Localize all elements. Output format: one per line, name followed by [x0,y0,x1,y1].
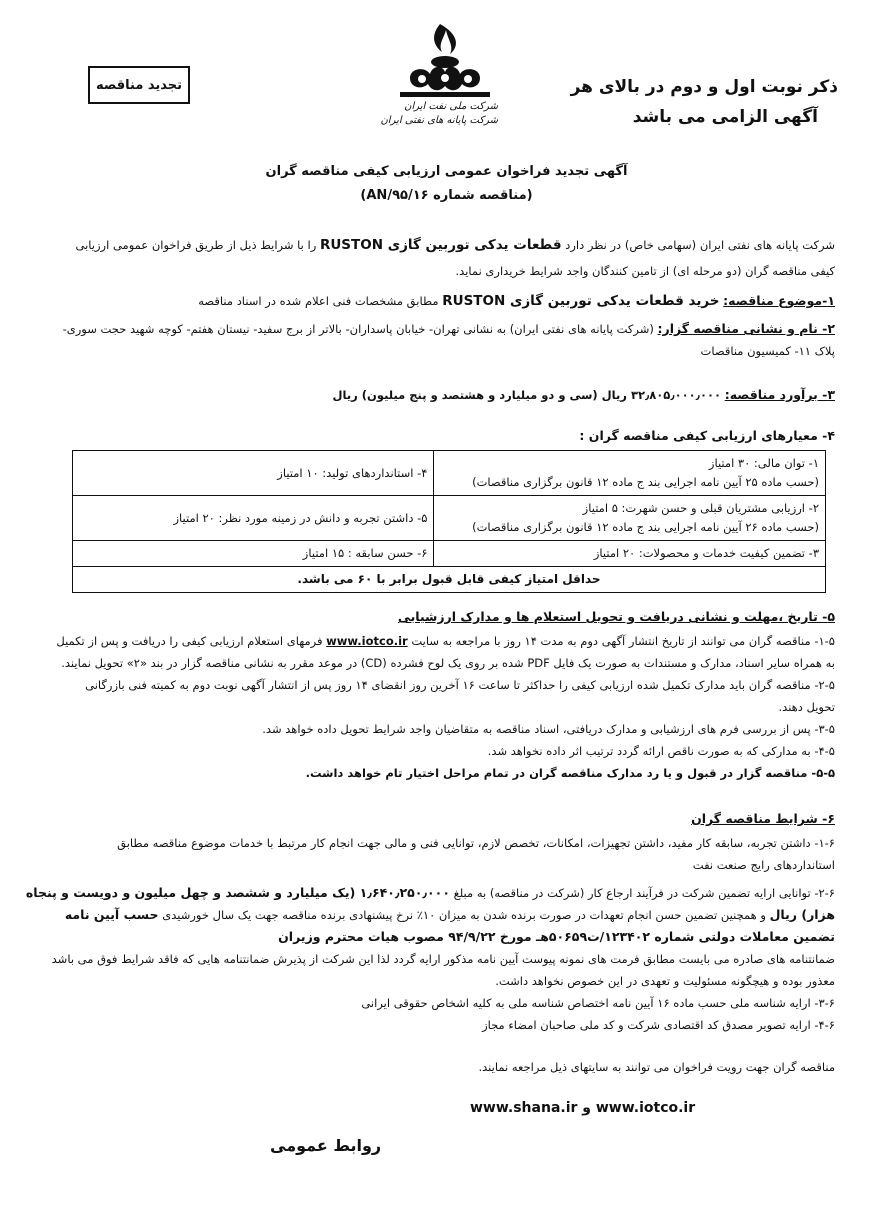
section-2-label: ۲- نام و نشانی مناقصه گزار: [657,321,835,336]
section-5-label: ۵- تاریخ ،مهلت و نشانی دریافت و تحویل استعلام ها و مدارک ارزشیابی [397,609,835,624]
company-logo [380,18,510,140]
section-5-item-1-line-2: به همراه سایر اسناد، مدارک و مستندات به صورت یک فایل PDF شده بر روی یک لوح فشرده (CD) در موعد مقرر به نشانی مناقصه گزار در بند «۲» تحویل نمایند. [61,656,835,670]
section-6-item-1-line-2: استانداردهای رایج صنعت نفت [692,858,835,872]
logo-line-2: شرکت پایانه های نفتی ایران [380,115,498,126]
regulation-ref-detail: تضمین معاملات دولتی شماره ۱۲۳۴۰۲/ت۵۰۶۵۹هـ مورخ ۹۴/۹/۲۲ مصوب هیات محترم وزیران [278,929,835,944]
table-row-total [73,567,826,593]
minimum-score: حداقل امتیاز کیفی قابل قبول برابر با ۶۰ می باشد. [73,567,826,593]
table-row [73,451,826,496]
section-1-label: ۱-موضوع مناقصه: [723,293,835,308]
website-links[interactable]: www.shana.ir و www.iotco.ir [470,1100,696,1116]
criteria-cell [434,496,826,541]
criteria-text: ۱- توان مالی: ۳۰ امتیاز [708,456,819,470]
visit-notice: مناقصه گران جهت رویت فراخوان می توانند به سایتهای ذیل مراجعه نمایند. [478,1060,835,1074]
guarantee-amount-end: هزار) ریال [769,907,835,922]
criteria-note: (حسب ماده ۲۶ آیین نامه اجرایی بند ج ماده ۱۲ قانون برگزاری مناقصات) [472,520,819,534]
logo-line-1: شرکت ملی نفت ایران [404,101,498,112]
section-3-estimate [55,384,835,406]
criteria-cell: ۳- تضمین کیفیت خدمات و محصولات: ۲۰ امتیاز [434,541,826,567]
intro-subject: قطعات یدکی توربین گازی RUSTON [319,237,562,253]
section-5-item-1-post: فرمهای استعلام ارزیابی کیفی را دریافت و پس از تکمیل [56,634,323,648]
guarantee-amount: ۱٫۶۴۰٫۲۵۰٫۰۰۰ (یک میلیارد و ششصد و چهل میلیون و دویست و پنجاه [25,885,450,900]
section-6-item-3: ۳-۶- ارایه شناسه ملی حسب ماده ۱۶ آیین نامه اختصاص شناسه ملی به کلیه اشخاص حقوقی ایرانی [361,996,835,1010]
section-6-item-1: ۱-۶- داشتن تجربه، سابقه کار مفید، داشتن تجهیزات، امکانات، تخصص لازم، توانایی فنی و مالی جهت انجام کار مرتبط با خدمات موضوع مناقصه مطابق [117,836,835,850]
section-5-item-1-pre: ۱-۵- مناقصه گران می توانند از تاریخ انتشار آگهی دوم به مدت ۱۴ روز با مراجعه به سایت [411,634,835,648]
section-6-label: ۶- شرایط مناقصه گران [691,811,835,826]
section-2-text: (شرکت پایانه های نفتی ایران) به نشانی تهران- خیابان پاسداران- بالاتر از برج سفید- نیستان هفتم- کوچه شهید حجت سوری- [62,322,654,336]
criteria-text: ۲- ارزیابی مشتریان قبلی و حسن شهرت: ۵ امتیاز [582,501,819,515]
section-5-item-2-line-2: تحویل دهند. [778,700,835,714]
iotco-link[interactable]: www.iotco.ir [326,634,408,648]
guarantee-note: ضمانتنامه های صادره می بایست مطابق فرمت های نمونه پیوست آیین نامه مذکور ارایه گردد لذا این شرکت از پذیرش ضمانتنامه هایی که فاقد شرایط فوق می باشد [51,952,835,966]
section-5-item-4: ۴-۵- به مدارکی که به صورت ناقص ارائه گردد ترتیب اثر داده نخواهد شد. [487,744,835,758]
criteria-cell: ۵- داشتن تجربه و دانش در زمینه مورد نظر: ۲۰ امتیاز [73,496,434,541]
section-1-text: مطابق مشخصات فنی اعلام شده در اسناد مناقصه [198,294,439,308]
publication-notice [538,72,838,132]
section-6-item-2-pre: ۲-۶- توانایی ارایه تضمین شرکت در فرآیند ارجاع کار (شرکت در مناقصه) به مبلغ [453,886,835,900]
intro-text-pre: شرکت پایانه های نفتی ایران (سهامی خاص) در نظر دارد [565,238,835,252]
section-5-item-3: ۳-۵- پس از بررسی فرم های ارزشیابی و مدارک دریافتی، اسناد مناقصه به متقاضیان واجد شرایط تحویل داده خواهد شد. [262,722,835,736]
table-row [73,541,826,567]
intro-line-2: کیفی مناقصه گران (دو مرحله ای) از تامین کنندگان واجد شرایط خریداری نماید. [455,264,835,278]
section-6-item-2-mid: و همچنین تضمین حسن انجام تعهدات در صورت برنده شدن به میزان ۱۰٪ نرخ پیشنهادی برنده مناقصه جهت یک سال خورشیدی [162,908,766,922]
table-row [73,496,826,541]
criteria-note: (حسب ماده ۲۵ آیین نامه اجرایی بند ج ماده ۱۲ قانون برگزاری مناقصات) [472,475,819,489]
section-2-text-2: پلاک ۱۱- کمیسیون مناقصات [700,344,835,358]
section-2-address [45,318,835,362]
section-6 [25,808,835,1036]
section-5-item-5: ۵-۵- مناقصه گزار در قبول و یا رد مدارک مناقصه گران در تمام مراحل اختیار تام خواهد داشت. [305,766,835,780]
notice-line-2: آگهی الزامی می باشد [632,107,818,127]
section-6-item-4: ۴-۶- ارایه تصویر مصدق کد اقتصادی شرکت و کد ملی صاحبان امضاء مجاز [482,1018,835,1032]
section-1-subject [55,290,835,312]
tender-number: (مناقصه شماره ۹۵/۱۶/AN) [360,188,533,203]
section-3-label: ۳- برآورد مناقصه: [724,387,835,402]
section-4-label: ۴- معیارهای ارزیابی کیفی مناقصه گران : [579,428,835,443]
renewal-stamp: تجدید مناقصه [88,66,190,104]
evaluation-criteria-table [72,450,826,593]
document-title: آگهی تجدید فراخوان عمومی ارزیابی کیفی مناقصه گران [265,164,628,179]
notice-line-1: ذکر نوبت اول و دوم در بالای هر [570,77,838,97]
section-5 [45,606,835,784]
section-3-text: ۳۲٫۸۰۵٫۰۰۰٫۰۰۰ ریال (سی و دو میلیارد و هشتصد و پنج میلیون) ریال [332,388,722,402]
intro-paragraph [55,234,835,282]
regulation-ref: حسب آیین نامه [64,907,159,922]
intro-text-post: را با شرایط ذیل از طریق فراخوان عمومی ارزیابی [75,238,317,252]
criteria-cell: ۴- استانداردهای تولید: ۱۰ امتیاز [73,451,434,496]
section-1-subject-bold: خرید قطعات یدکی توربین گازی RUSTON [442,293,720,309]
criteria-cell [434,451,826,496]
section-5-item-2: ۲-۵- مناقصه گران باید مدارک تکمیل شده ارزیابی کیفی را حداکثر تا ساعت ۱۶ آخرین روز انقضای ۱۴ روز پس از انتشار آگهی نوبت دوم به کمیته فنی بازرگانی [85,678,835,692]
criteria-cell: ۶- حسن سابقه : ۱۵ امتیاز [73,541,434,567]
guarantee-note-line-2: معذور بوده و هیچگونه مسئولیت و تعهدی در این خصوص نخواهد داشت. [495,974,835,988]
public-relations-signature: روابط عمومی [270,1136,382,1155]
